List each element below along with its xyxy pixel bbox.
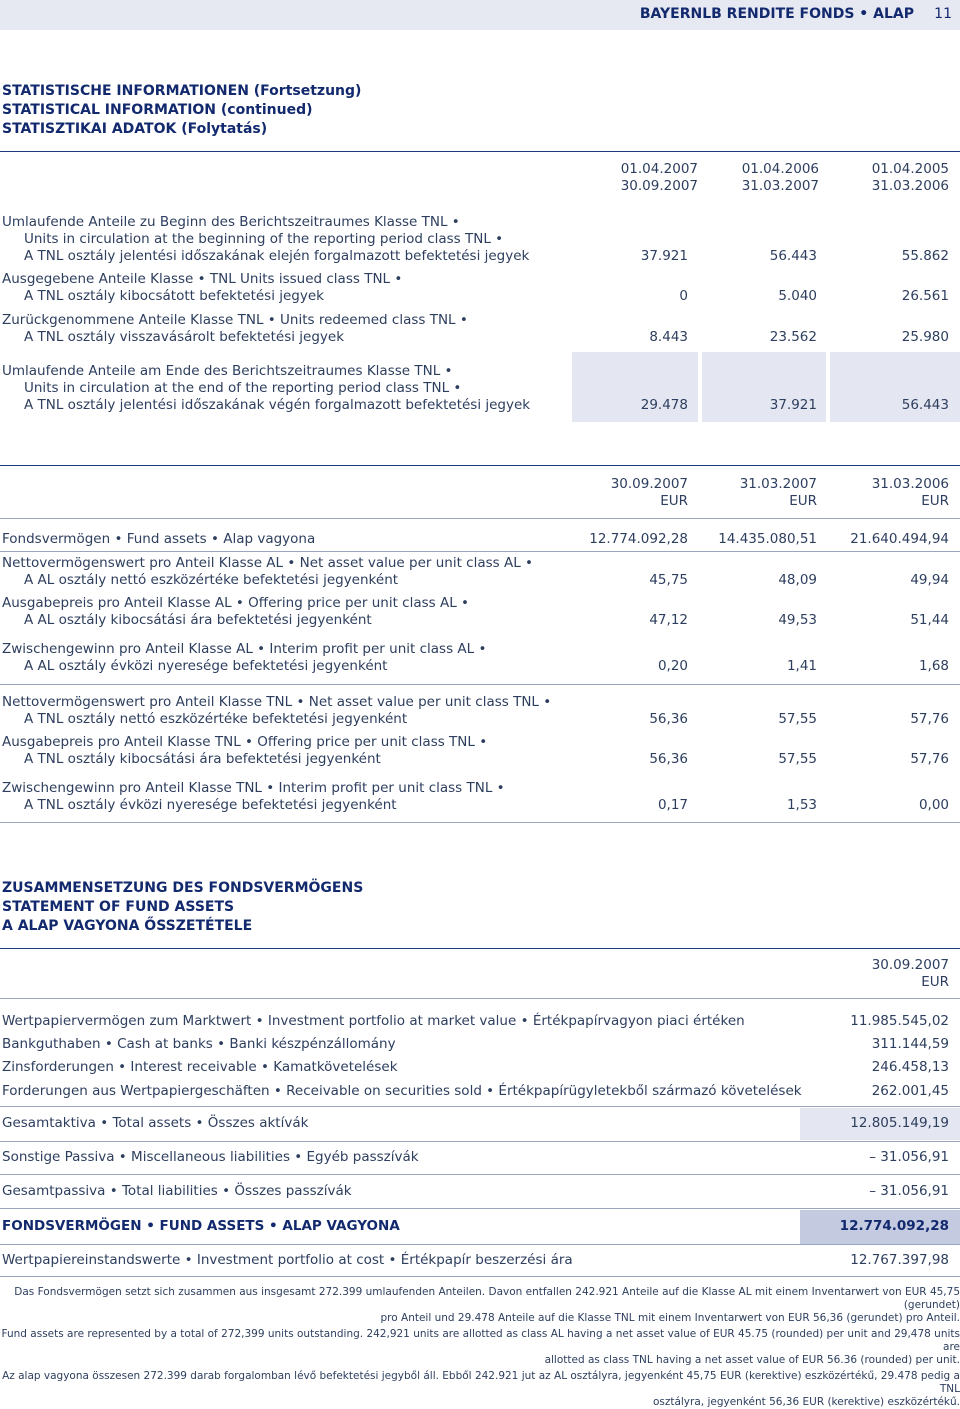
assets-row-value: 56,36 [649,711,688,727]
composition-row-value: 12.767.397,98 [850,1252,949,1268]
assets-row-label: Zwischengewinn pro Anteil Klasse AL • Interim profit per unit class AL • A AL osztály évközi nyeresége befektetési jegyenként [2,641,487,674]
divider [0,948,960,949]
assets-row-label: Nettovermögenswert pro Anteil Klasse TNL • Net asset value per unit class TNL • A TNL osztály nettó eszközértéke befektetési jegyenként [2,694,552,727]
assets-row-value: 21.640.494,94 [850,531,949,547]
assets-row-value: 51,44 [910,612,949,628]
composition-title-de: ZUSAMMENSETZUNG DES FONDSVERMÖGENS [2,880,364,896]
footnote-de: Das Fondsvermögen setzt sich zusammen aus insgesamt 272.399 umlaufenden Anteilen. Davon entfallen 242.921 Anteile auf die Klasse AL mit einem Inventarwert von EUR 45,75 (gerundet) pro Anteil und 29.478 Anteile auf die Klasse TNL mit einem Inventarwert von EUR 56,36 (gerundet) pro Anteil. [14,1286,960,1324]
composition-row-label: Gesamtpassiva • Total liabilities • Összes passzívák [2,1183,352,1199]
assets-row-value: 0,00 [918,797,949,813]
units-row-label: Ausgegebene Anteile Klasse • TNL Units issued class TNL • A TNL osztály kibocsátott befektetési jegyek [2,271,403,304]
assets-row-value: 45,75 [649,572,688,588]
fund-assets-total-value: 12.774.092,28 [839,1218,949,1234]
divider [0,822,960,823]
composition-row-value: 311.144,59 [871,1036,949,1052]
assets-row-value: 57,76 [910,711,949,727]
fund-assets-total-label: FONDSVERMÖGEN • FUND ASSETS • ALAP VAGYONA [2,1218,400,1234]
composition-row-label: Wertpapiervermögen zum Marktwert • Investment portfolio at market value • Értékpapírvagyon piaci értéken [2,1013,745,1029]
assets-header-col3: 31.03.2006 EUR [871,476,949,509]
units-row-label: Zurückgenommene Anteile Klasse TNL • Units redeemed class TNL • A TNL osztály visszavásárolt befektetési jegyek [2,312,468,345]
stats-title-de: STATISTISCHE INFORMATIONEN (Fortsetzung) [2,83,362,99]
units-row-label: Umlaufende Anteile am Ende des Berichtszeitraumes Klasse TNL • Units in circulation at the end of the reporting period class TNL • A TNL osztály jelentési időszakának végén forgalmazott befektetési jegyek [2,363,531,413]
units-row-value: 29.478 [640,397,688,413]
divider [0,1141,960,1142]
units-header-col2: 01.04.2006 31.03.2007 [741,161,819,194]
divider [0,684,960,685]
divider [0,1106,960,1107]
assets-header-col2: 31.03.2007 EUR [739,476,817,509]
divider [0,151,960,152]
assets-header-col1: 30.09.2007 EUR [610,476,688,509]
header-title: BAYERNLB RENDITE FONDS • ALAP [639,6,914,22]
assets-row-label: Fondsvermögen • Fund assets • Alap vagyona [2,531,316,547]
assets-row-value: 49,94 [910,572,949,588]
composition-row-label: Gesamtaktiva • Total assets • Összes aktívák [2,1115,309,1131]
assets-row-value: 1,68 [918,658,949,674]
composition-title-hu: A ALAP VAGYONA ŐSSZETÉTELE [2,918,253,934]
footnote-en: Fund assets are represented by a total of 272,399 units outstanding. 242,921 units are allotted as class AL having a net asset value of EUR 45.75 (rounded) per unit and 29,478 units are allotted as class TNL having a net asset value of EUR 56.36 (rounded) per unit. [1,1328,960,1366]
assets-row-label: Ausgabepreis pro Anteil Klasse TNL • Offering price per unit class TNL • A TNL osztály kibocsátási ára befektetési jegyenként [2,734,488,767]
composition-row-value: 12.805.149,19 [850,1115,949,1131]
units-row-value: 23.562 [769,329,817,345]
composition-row-value: – 31.056,91 [869,1149,949,1165]
units-row-value: 56.443 [769,248,817,264]
units-header-col3: 01.04.2005 31.03.2006 [871,161,949,194]
composition-row-label: Bankguthaben • Cash at banks • Banki készpénzállomány [2,1036,396,1052]
assets-row-label: Zwischengewinn pro Anteil Klasse TNL • Interim profit per unit class TNL • A TNL osztály évközi nyeresége befektetési jegyenként [2,780,505,813]
units-row-value: 37.921 [769,397,817,413]
assets-row-label: Ausgabepreis pro Anteil Klasse AL • Offering price per unit class AL • A AL osztály kibocsátási ára befektetési jegyenként [2,595,469,628]
divider [0,1244,960,1245]
assets-row-value: 49,53 [778,612,817,628]
composition-row-value: 11.985.545,02 [850,1013,949,1029]
divider [0,518,960,519]
divider [0,465,960,466]
composition-row-value: 246.458,13 [871,1059,949,1075]
assets-row-value: 48,09 [778,572,817,588]
units-row-value: 25.980 [901,329,949,345]
assets-row-value: 56,36 [649,751,688,767]
composition-title [2,879,363,936]
composition-header: 30.09.2007 EUR [871,957,949,990]
assets-row-value: 57,55 [778,711,817,727]
assets-row-value: 47,12 [649,612,688,628]
units-row-value: 55.862 [901,248,949,264]
composition-title-en: STATEMENT OF FUND ASSETS [2,899,235,915]
composition-row-label: Wertpapiereinstandswerte • Investment portfolio at cost • Értékpapír beszerzési ára [2,1252,573,1268]
assets-row-value: 1,53 [786,797,817,813]
assets-row-value: 12.774.092,28 [589,531,688,547]
divider [0,1276,960,1277]
footnotes [0,1286,960,1409]
units-row-value: 26.561 [901,288,949,304]
stats-title-en: STATISTICAL INFORMATION (continued) [2,102,313,118]
stats-title-hu: STATISZTIKAI ADATOK (Folytatás) [2,121,268,137]
divider [0,551,960,552]
page-number: 11 [934,6,952,22]
assets-row-label: Nettovermögenswert pro Anteil Klasse AL • Net asset value per unit class AL • A AL osztály nettó eszközértéke befektetési jegyenként [2,555,533,588]
composition-row-label: Forderungen aus Wertpapiergeschäften • Receivable on securities sold • Értékpapírügyletekből származó követelések [2,1083,802,1099]
assets-row-value: 0,17 [657,797,688,813]
divider [0,1174,960,1175]
divider [0,1208,960,1209]
units-row-value: 5.040 [778,288,817,304]
assets-row-value: 14.435.080,51 [718,531,817,547]
units-header-col1: 01.04.2007 30.09.2007 [620,161,698,194]
assets-row-value: 57,76 [910,751,949,767]
units-row-value: 56.443 [901,397,949,413]
composition-row-value: 262.001,45 [871,1083,949,1099]
composition-row-value: – 31.056,91 [869,1183,949,1199]
units-row-value: 37.921 [640,248,688,264]
assets-row-value: 0,20 [657,658,688,674]
composition-row-label: Sonstige Passiva • Miscellaneous liabilities • Egyéb passzívák [2,1149,419,1165]
assets-row-value: 1,41 [786,658,817,674]
assets-row-value: 57,55 [778,751,817,767]
footnote-hu: Az alap vagyona összesen 272.399 darab forgalomban lévő befektetési jegyből áll. Ebből 242.921 jut az AL osztályra, jegyenként 45,75 EUR (kerektive) eszközértékű, 29.478 pedig a TNL osztályra, jegyenként 56,36 EUR (kerektive) eszközértékű. [2,1370,960,1408]
composition-row-label: Zinsforderungen • Interest receivable • Kamatkövetelések [2,1059,398,1075]
units-row-value: 0 [679,288,688,304]
stats-title [2,82,361,139]
divider [0,998,960,999]
units-row-label: Umlaufende Anteile zu Beginn des Berichtszeitraumes Klasse TNL • Units in circulation at the beginning of the reporting period class TNL • A TNL osztály jelentési időszakának elején forgalmazott befektetési jegyek [2,214,530,264]
units-row-value: 8.443 [649,329,688,345]
